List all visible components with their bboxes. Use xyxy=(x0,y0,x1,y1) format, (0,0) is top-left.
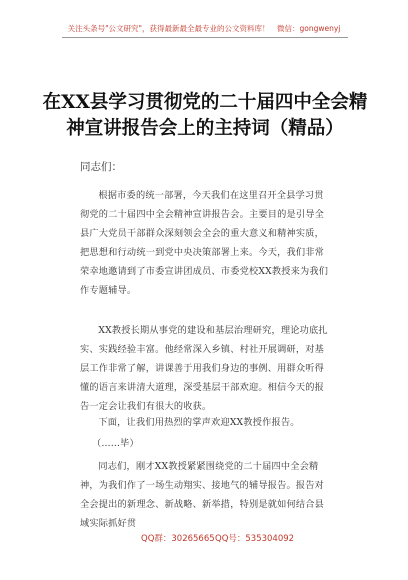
document-title-line-2: 神宣讲报告会上的主持词（精品） xyxy=(66,118,344,139)
footer-qq-group: QQ群：30265665 xyxy=(141,534,215,544)
header-banner: 关注头条号"公文研究"，获得最新最全最专业的公文资料库！ 微信：gongwenyj xyxy=(67,24,341,33)
paragraph-intro: 根据市委的统一部署，今天我们在这里召开全县学习贯彻党的二十届四中全会精神宣讲报告会。主要目的是引导全县广大党员干部群众深刻领会全会的重大意义和精神实质，把思想和行动统一到党中央决策部署上来。今天，我们非常荣幸地邀请到了市委宣讲团成员、市委党校XX教授来为我们作专题辅导。 xyxy=(80,190,329,296)
document-title-line-1: 在XX县学习贯彻党的二十届四中全会精 xyxy=(42,92,368,113)
paragraph-welcome: 下面，让我们用热烈的掌声欢迎XX教授作报告。 xyxy=(98,417,300,428)
paragraph-end-marker: （……毕） xyxy=(92,438,139,449)
paragraph-summary: 同志们，刚才XX教授紧紧围绕党的二十届四中全会精神，为我们作了一场生动翔实、接地气的辅导报告。报告对全会提出的新理念、新战略、新举措，特别是就如何结合县域实际抓好贯 xyxy=(80,461,325,529)
footer-qq-number: QQ号：535304092 xyxy=(215,534,295,544)
paragraph-speaker-bio: XX教授长期从事党的建设和基层治理研究，理论功底扎实、实践经验丰富。他经常深入乡镇、村社开展调研，对基层工作非常了解，讲课善于用我们身边的事例、用群众听得懂的语言来讲清大道理，深受基层干部欢迎。相信今天的报告一定会让我们有很大的收获。 xyxy=(80,325,328,412)
greeting: 同志们： xyxy=(80,161,122,173)
header-divider xyxy=(62,37,348,38)
